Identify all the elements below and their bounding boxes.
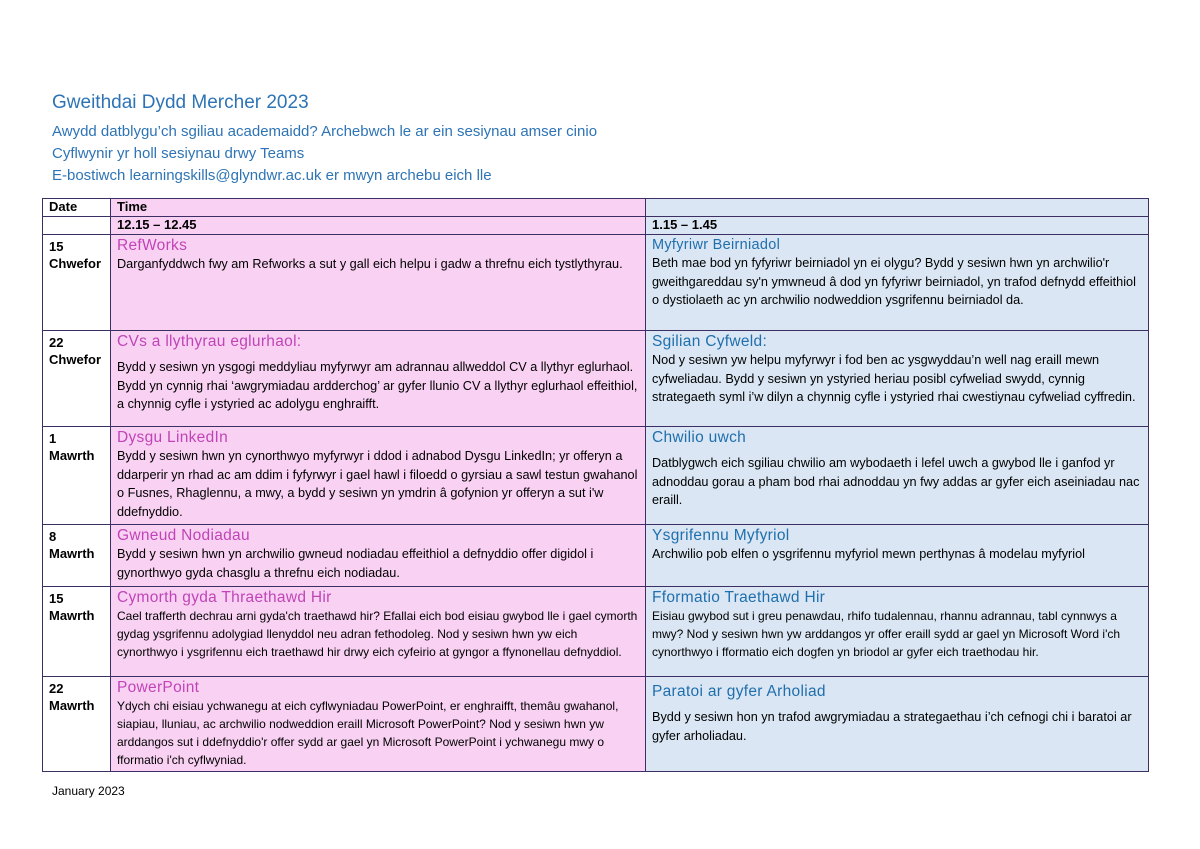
subtitle-intro: Awydd datblygu’ch sgiliau academaidd? Archebwch le ar ein sesiynau amser cinio: [52, 123, 598, 140]
session-title: Chwilio uwch: [652, 429, 747, 446]
session-date: 8 Mawrth: [43, 525, 111, 587]
header-time: Time: [111, 199, 646, 217]
session-date: 15 Chwefor: [43, 235, 111, 331]
session-cell-1215: [111, 677, 646, 772]
session-description: Ydych chi eisiau ychwanegu at eich cyflwyniadau PowerPoint, er enghraifft, themâu gwahanol, siapiau, lluniau, ac archwilio nodweddion eraill Microsoft PowerPoint? Nod y sesiwn hwn yw arddangos sut i ddefnyddio'r offer sydd ar gael yn Microsoft PowerPoint i ychwanegu mwy o fformatio i'ch cyflwyniad.: [117, 699, 619, 767]
session-description: Bydd y sesiwn hwn yn cynorthwyo myfyrwyr i ddod i adnabod Dysgu LinkedIn; yr offeryn a ddarperir yn rhad ac am ddim i fyfyrwyr i gael hawl i filoedd o gyrsiau a sawl testun gwahanol o Fusnes, Rhaglennu, a mwy, a bydd y sesiwn yn ymdrin â gofynion yr offeryn a sut i'w ddefnyddio.: [117, 449, 638, 519]
session-title: Paratoi ar gyfer Arholiad: [652, 683, 826, 700]
session-description: Bydd y sesiwn hwn yn archwilio gwneud nodiadau effeithiol a defnyddio offer digidol i gynorthwyo gyda chasglu a threfnu eich nodiadau.: [117, 547, 594, 580]
document-header: [52, 92, 597, 187]
table-header-row: [43, 199, 1149, 217]
session-cell-1215: [111, 331, 646, 427]
session-title: Ysgrifennu Myfyriol: [652, 527, 790, 544]
footer-date: January 2023: [52, 784, 125, 798]
session-title: Dysgu LinkedIn: [117, 429, 229, 446]
session-description: Archwilio pob elfen o ysgrifennu myfyriol mewn perthynas â modelau myfyriol: [652, 547, 1085, 561]
session-cell-1215: [111, 235, 646, 331]
session-cell-1215: [111, 587, 646, 677]
session-description: Cael trafferth dechrau arni gyda'ch traethawd hir? Efallai eich bod eisiau gwybod lle i gael cymorth gydag ysgrifennu adolygiad llenyddol neu adran fethodoleg. Nod y sesiwn hwn yw eich cynorthwyo i ysgrifennu eich traethawd hir drwy eich cyfeirio at gyngor a ffynonellau defnyddiol.: [117, 609, 638, 659]
session-cell-115: [646, 587, 1149, 677]
session-cell-115: [646, 235, 1149, 331]
slot-1215: 12.15 – 12.45: [111, 217, 646, 235]
session-description: Eisiau gwybod sut i greu penawdau, rhifo tudalennau, rhannu adrannau, tabl cynnwys a mwy? Nod y sesiwn hwn yw arddangos yr offer eraill sydd ar gael yn Microsoft Word i'ch cynorthwyo i fformatio eich dogfen yn briodol ar gyfer eich traethodau hir.: [652, 609, 1121, 659]
session-title: Gwneud Nodiadau: [117, 527, 250, 544]
table-row: [43, 427, 1149, 525]
table-slot-row: [43, 217, 1149, 235]
session-description: Bydd y sesiwn hon yn trafod awgrymiadau a strategaethau i’ch cefnogi chi i baratoi ar gyfer arholiadau.: [652, 710, 1132, 743]
session-description: Darganfyddwch fwy am Refworks a sut y gall eich helpu i gadw a threfnu eich tystlythyrau.: [117, 257, 623, 271]
slot-empty-cell: [43, 217, 111, 235]
session-date: 22 Mawrth: [43, 677, 111, 772]
table-row: [43, 677, 1149, 772]
session-title: Sgilian Cyfweld:: [652, 333, 768, 350]
subtitle-email: E-bostiwch learningskills@glyndwr.ac.uk er mwyn archebu eich lle: [52, 167, 492, 184]
table-row: [43, 235, 1149, 331]
session-description: Nod y sesiwn yw helpu myfyrwyr i fod ben ac ysgwyddau’n well nag eraill mewn cyfweliadau. Bydd y sesiwn yn ystyried heriau posibl cyfweliad swydd, cynnig strategaeth syml i’w dilyn a chynnig cyfle i ystyried rhai cwestiynau cyfweliad cyffredin.: [652, 353, 1136, 404]
session-cell-115: [646, 427, 1149, 525]
session-title: PowerPoint: [117, 679, 200, 696]
header-date: Date: [43, 199, 111, 217]
session-cell-1215: [111, 427, 646, 525]
session-title: CVs a llythyrau eglurhaol:: [117, 333, 302, 350]
table-row: [43, 331, 1149, 427]
header-time-continued: [646, 199, 1149, 217]
session-cell-1215: [111, 525, 646, 587]
session-description: Beth mae bod yn fyfyriwr beirniadol yn ei olygu? Bydd y sesiwn hwn yn archwilio'r gweithgareddau sy'n ymwneud â dod yn fyfyriwr beirniadol, yn trafod defnydd effeithiol o dystiolaeth ac yn archwilio nodweddion ysgrifennu beirniadol da.: [652, 256, 1136, 307]
page-title: Gweithdai Dydd Mercher 2023: [52, 92, 309, 113]
subtitle-teams: Cyflwynir yr holl sesiynau drwy Teams: [52, 145, 305, 162]
session-date: 15 Mawrth: [43, 587, 111, 677]
schedule-table: [42, 198, 1149, 772]
session-title: RefWorks: [117, 237, 188, 254]
session-title: Myfyriwr Beirniadol: [652, 237, 781, 253]
table-row: [43, 525, 1149, 587]
session-cell-115: [646, 677, 1149, 772]
session-description: Bydd y sesiwn yn ysgogi meddyliau myfyrwyr am adrannau allweddol CV a llythyr eglurhaol. Bydd yn cynnig rhai ‘awgrymiadau ardderchog’ ar gyfer llunio CV a llythyr eglurhaol effeithiol, a chynnig cyfle i ystyried ac adolygu enghraifft.: [117, 360, 638, 411]
slot-115: 1.15 – 1.45: [646, 217, 1149, 235]
table-row: [43, 587, 1149, 677]
session-title: Cymorth gyda Thraethawd Hir: [117, 589, 332, 606]
session-cell-115: [646, 525, 1149, 587]
session-title: Fformatio Traethawd Hir: [652, 589, 826, 606]
session-cell-115: [646, 331, 1149, 427]
session-description: Datblygwch eich sgiliau chwilio am wybodaeth i lefel uwch a gwybod lle i ganfod yr adnoddau gorau a pham bod rhai adnoddau yn fwy addas ar gyfer eich aseiniadau nac eraill.: [652, 456, 1140, 507]
session-date: 1 Mawrth: [43, 427, 111, 525]
session-date: 22 Chwefor: [43, 331, 111, 427]
